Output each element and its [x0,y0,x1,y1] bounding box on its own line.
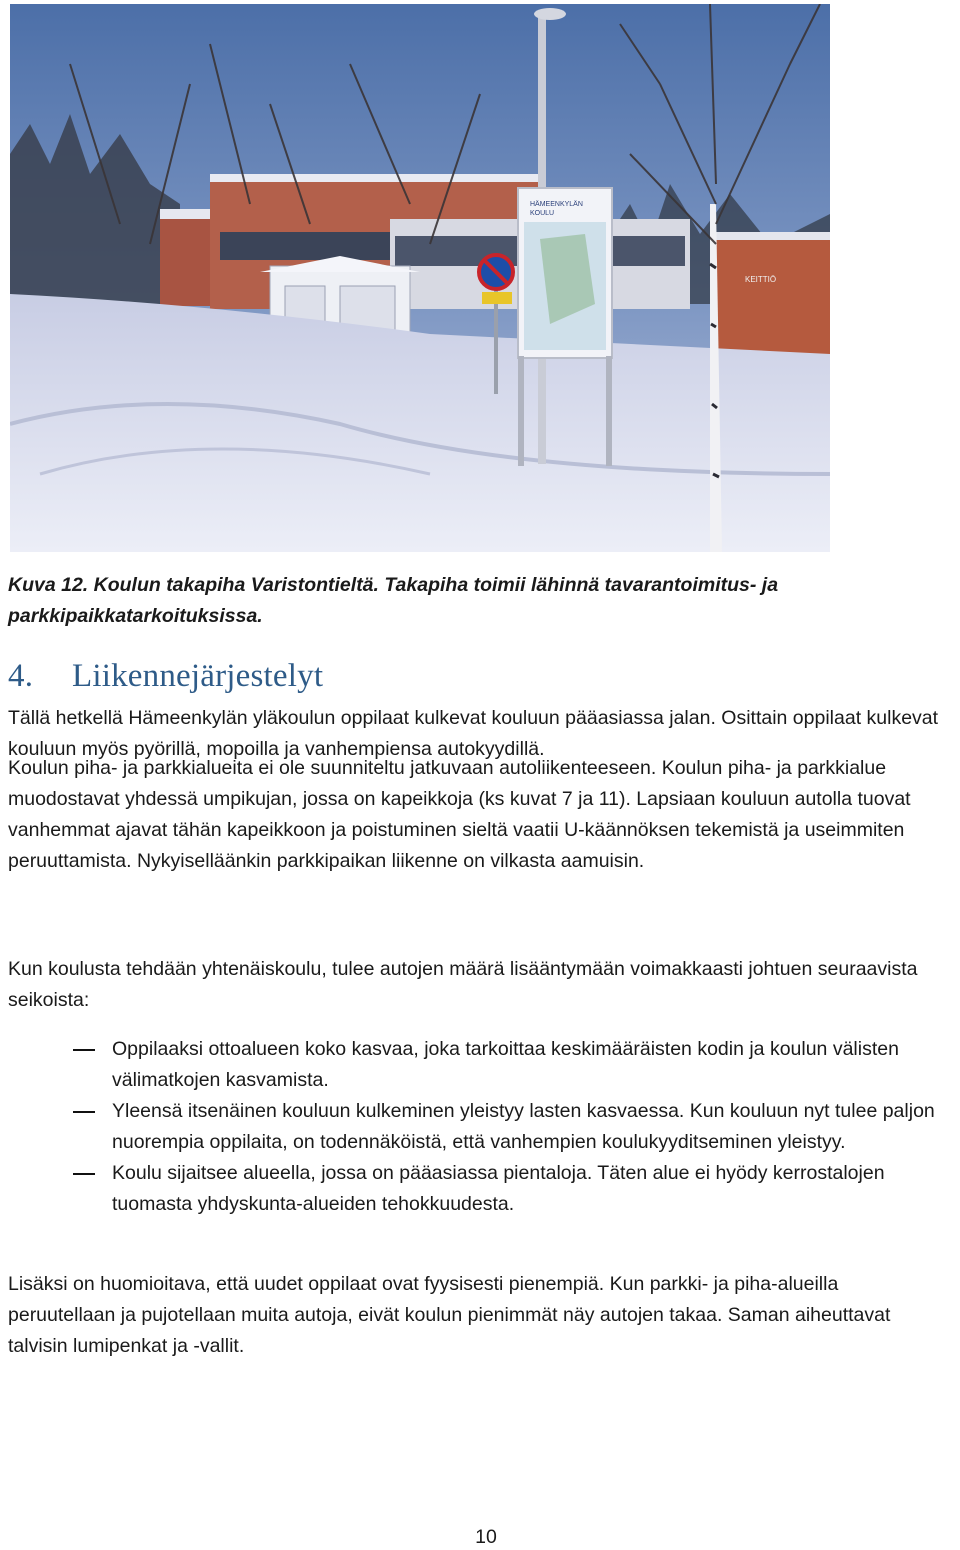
list-item-text: Yleensä itsenäinen kouluun kulkeminen yleistyy lasten kasvaessa. Kun kouluun nyt tulee paljon nuorempia oppilaita, on todennäköistä, että vanhempien koulukyyditseminen yleistyy. [112,1100,935,1153]
section-number: 4. [8,658,34,694]
dash-bullet-icon [73,1111,95,1113]
paragraph-reasons-intro: Kun koulusta tehdään yhtenäiskoulu, tulee autojen määrä lisääntymään voimakkaasti johtuen seuraavista seikoista: [8,958,918,1011]
section-heading [8,658,323,695]
school-yard-photo [10,4,830,552]
list-item [0,1096,952,1158]
figure-caption: Kuva 12. Koulun takapiha Varistontieltä. Takapiha toimii lähinnä tavarantoimitus- ja parkkipaikkatarkoituksissa. [8,574,779,627]
dash-bullet-icon [73,1049,95,1051]
section-title: Liikennejärjestelyt [72,658,324,694]
list-item-text: Koulu sijaitsee alueella, jossa on pääasiassa pientaloja. Täten alue ei hyödy kerrostalojen tuomasta yhdyskunta-alueiden tehokkuudesta. [112,1162,885,1215]
reasons-list [0,1034,960,1220]
list-item-text: Oppilaaksi ottoalueen koko kasvaa, joka tarkoittaa keskimääräisten kodin ja koulun välisten välimatkojen kasvamista. [112,1038,899,1091]
svg-text:KOULU: KOULU [530,210,555,217]
paragraph-small-pupils: Lisäksi on huomioitava, että uudet oppilaat ovat fyysisesti pienempiä. Kun parkki- ja piha-alueilla peruutellaan ja pujotellaan muita autoja, eivät koulun pienimmät näy autojen takaa. Saman aiheuttavat talvisin lumipenkat ja -vallit. [8,1273,891,1357]
page-number: 10 [475,1526,497,1548]
paragraph-parking-area: Koulun piha- ja parkkialueita ei ole suunniteltu jatkuvaan autoliikenteeseen. Koulun piha- ja parkkialue muodostavat yhdessä umpikujan, jossa on kapeikkoja (ks kuvat 7 ja 11). Lapsiaan kouluun autolla tuovat vanhemmat ajavat tähän kapeikkoon ja poistuminen sieltä vaatii U-käännöksen tekemistä ja useimmiten peruuttamista. Nykyiselläänkin parkkipaikan liikenne on vilkasta aamuisin. [8,757,911,872]
dash-bullet-icon [73,1173,95,1175]
svg-text:KEITTIÖ: KEITTIÖ [745,275,777,284]
paragraph-current-travel: Tällä hetkellä Hämeenkylän yläkoulun oppilaat kulkevat kouluun pääasiassa jalan. Osittain oppilaat kulkevat kouluun myös pyörillä, mopoilla ja vanhempiensa autokyydillä. [8,707,939,760]
svg-text:HÄMEENKYLÄN: HÄMEENKYLÄN [530,201,583,208]
list-item [0,1158,952,1220]
list-item [0,1034,952,1096]
